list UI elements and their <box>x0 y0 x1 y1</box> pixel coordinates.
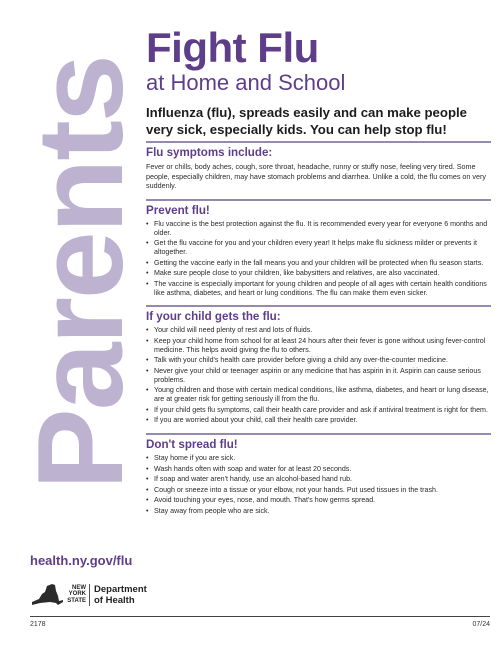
department-label <box>94 584 147 606</box>
list-item: • Stay home if you are sick. <box>146 454 491 463</box>
list-item: • Talk with your child's health care provider before giving a child any over-the-counter medicine. <box>146 356 491 365</box>
intro-text: Influenza (flu), spreads easily and can make people very sick, especially kids. You can help stop flu! <box>146 105 467 137</box>
state-name-label: NEW YORK STATE <box>67 585 86 604</box>
department-line-1: Department <box>94 584 147 595</box>
new-york-state-map-icon <box>30 582 64 608</box>
header <box>146 26 486 96</box>
list-item: • Getting the vaccine early in the fall means you and your children will be protected when flu season starts. <box>146 259 491 268</box>
document-code: 2178 <box>30 621 46 628</box>
footer-divider <box>30 616 490 617</box>
symptoms-text: Fever or chills, body aches, cough, sore throat, headache, runny or stuffy nose, feeling very tired. Some people, especially children, may have stomach problems and diarrhea. Unlike a cold, the flu comes on very suddenly. <box>146 162 486 191</box>
section-sick-child <box>146 305 491 425</box>
sick-child-heading: If your child gets the flu: <box>146 310 281 324</box>
department-line-2: of Health <box>94 595 135 606</box>
side-word-parents <box>12 26 148 521</box>
list-item: • Stay away from people who are sick. <box>146 507 491 516</box>
list-item: • If your child gets flu symptoms, call their health care provider and ask if antiviral treatment is right for them. <box>146 406 491 415</box>
list-item: • Avoid touching your eyes, nose, and mouth. That's how germs spread. <box>146 496 491 505</box>
list-item: • Cough or sneeze into a tissue or your elbow, not your hands. Put used tissues in the trash. <box>146 486 491 495</box>
list-item: • Never give your child or teenager aspirin or any medicine that has aspirin in it. Aspirin can cause serious problems. <box>146 367 491 385</box>
prevent-heading: Prevent flu! <box>146 203 210 217</box>
list-item: • Flu vaccine is the best protection against the flu. It is recommended every year for everyone 6 months and older. <box>146 220 491 238</box>
logo-divider <box>89 584 90 606</box>
list-item: • Get the flu vaccine for you and your children every year! It helps make flu sickness milder or prevents it altogether. <box>146 239 491 257</box>
list-item: • Keep your child home from school for at least 24 hours after their fever is gone without using fever-control medicine. This helps avoid giving the flu to others. <box>146 337 491 355</box>
list-item: • Make sure people close to your children, like babysitters and relatives, are also vaccinated. <box>146 269 491 278</box>
section-prevent <box>146 199 491 298</box>
nys-doh-logo <box>30 582 147 612</box>
list-item: • If soap and water aren't handy, use an alcohol-based hand rub. <box>146 475 491 484</box>
section-symptoms <box>146 141 491 191</box>
prevent-list <box>146 220 491 298</box>
side-word-text: Parents <box>12 56 148 490</box>
main-content <box>146 141 491 517</box>
dont-spread-list <box>146 454 491 515</box>
page-subtitle: at Home and School <box>146 70 346 95</box>
list-item: • Your child will need plenty of rest and lots of fluids. <box>146 326 491 335</box>
sick-child-list <box>146 326 491 425</box>
symptoms-heading: Flu symptoms include: <box>146 146 273 159</box>
website-link[interactable]: health.ny.gov/flu <box>30 553 133 568</box>
document-date: 07/24 <box>472 621 490 628</box>
dont-spread-heading: Don't spread flu! <box>146 438 238 452</box>
page-title: Fight Flu <box>146 24 319 71</box>
list-item: • Wash hands often with soap and water for at least 20 seconds. <box>146 465 491 474</box>
section-dont-spread <box>146 433 491 515</box>
list-item: • The vaccine is especially important for young children and people of all ages with certain health conditions like asthma, diabetes, and heart or lung conditions. The flu can make them even sicker. <box>146 280 491 298</box>
list-item: • Young children and those with certain medical conditions, like asthma, diabetes, and heart or lung disease, are at greater risk for getting seriously ill from the flu. <box>146 386 491 404</box>
list-item: • If you are worried about your child, call their health care provider. <box>146 416 491 425</box>
